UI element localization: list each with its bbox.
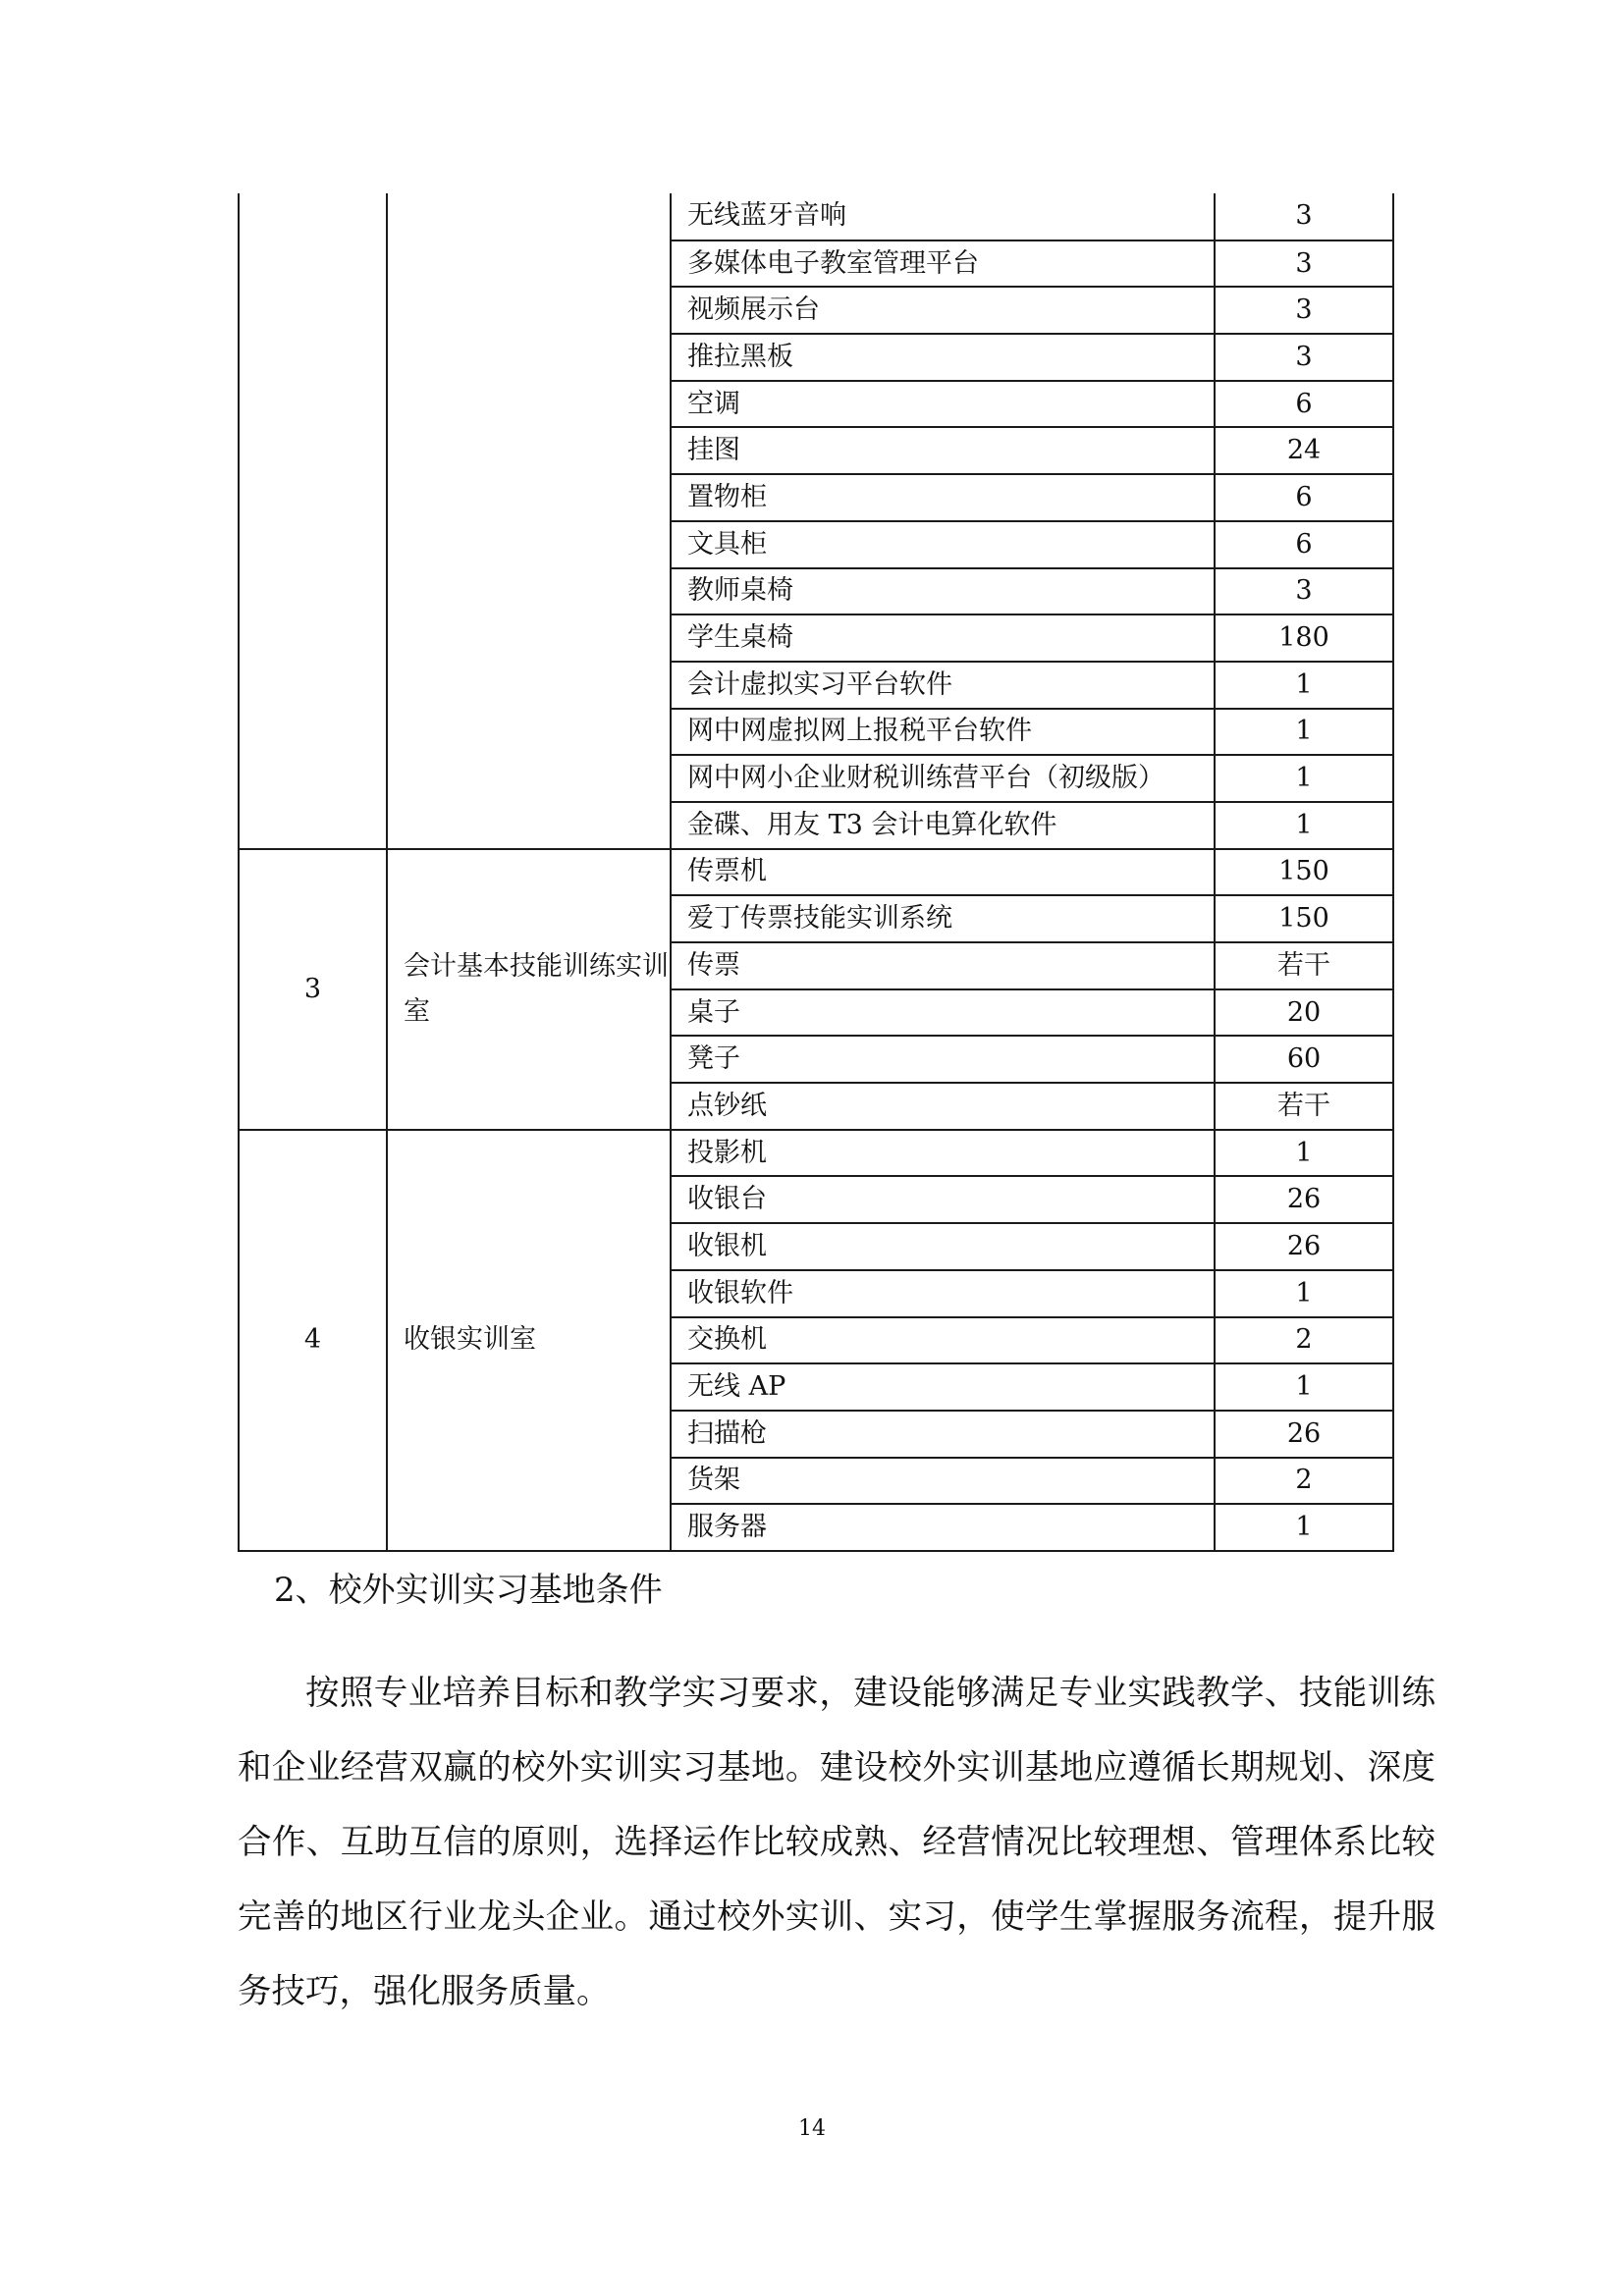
quantity-cell: 26: [1215, 1411, 1393, 1458]
item-cell: 学生桌椅: [671, 614, 1215, 662]
quantity-cell: 6: [1215, 521, 1393, 568]
quantity-cell: 1: [1215, 1363, 1393, 1411]
group-number-cell: 3: [239, 849, 387, 1130]
body-paragraph: 按照专业培养目标和教学实习要求，建设能够满足专业实践教学、技能训练和企业经营双赢的校外实训实习基地。建设校外实训基地应遵循长期规划、深度合作、互助互信的原则，选择运作比较成熟、经营情况比较理想、管理体系比较完善的地区行业龙头企业。通过校外实训、实习，使学生掌握服务流程，提升服务技巧，强化服务质量。: [238, 1674, 1435, 2011]
quantity-cell: 180: [1215, 614, 1393, 662]
item-cell: 会计虚拟实习平台软件: [671, 662, 1215, 709]
item-cell: 挂图: [671, 427, 1215, 474]
item-cell: 传票: [671, 942, 1215, 989]
item-cell: 爱丁传票技能实训系统: [671, 895, 1215, 942]
quantity-cell: 1: [1215, 662, 1393, 709]
quantity-cell: 1: [1215, 1270, 1393, 1317]
item-cell: 传票机: [671, 849, 1215, 896]
table-row: [239, 849, 1393, 896]
quantity-cell: 3: [1215, 287, 1393, 334]
item-cell: 推拉黑板: [671, 334, 1215, 381]
equipment-table: [238, 193, 1394, 1552]
item-cell: 收银机: [671, 1223, 1215, 1270]
item-cell: 无线 AP: [671, 1363, 1215, 1411]
room-name-cell: 会计基本技能训练实训室: [387, 849, 671, 1130]
quantity-cell: 3: [1215, 193, 1393, 240]
item-cell: 交换机: [671, 1317, 1215, 1364]
quantity-cell: 1: [1215, 709, 1393, 756]
quantity-cell: 1: [1215, 755, 1393, 802]
item-cell: 网中网小企业财税训练营平台（初级版）: [671, 755, 1215, 802]
quantity-cell: 2: [1215, 1458, 1393, 1505]
item-cell: 无线蓝牙音响: [671, 193, 1215, 240]
quantity-cell: 24: [1215, 427, 1393, 474]
quantity-cell: 150: [1215, 895, 1393, 942]
item-cell: 凳子: [671, 1036, 1215, 1083]
item-cell: 置物柜: [671, 474, 1215, 521]
item-cell: 金碟、用友 T3 会计电算化软件: [671, 802, 1215, 849]
quantity-cell: 26: [1215, 1176, 1393, 1223]
quantity-cell: 26: [1215, 1223, 1393, 1270]
quantity-cell: 3: [1215, 568, 1393, 615]
quantity-cell: 若干: [1215, 1083, 1393, 1130]
quantity-cell: 6: [1215, 381, 1393, 428]
quantity-cell: 若干: [1215, 942, 1393, 989]
quantity-cell: 20: [1215, 989, 1393, 1037]
item-cell: 投影机: [671, 1130, 1215, 1177]
item-cell: 多媒体电子教室管理平台: [671, 240, 1215, 288]
room-name-cell: 收银实训室: [387, 1130, 671, 1551]
item-cell: 收银台: [671, 1176, 1215, 1223]
item-cell: 视频展示台: [671, 287, 1215, 334]
quantity-cell: 3: [1215, 334, 1393, 381]
equipment-table-body: [239, 193, 1393, 1551]
quantity-cell: 1: [1215, 1130, 1393, 1177]
item-cell: 服务器: [671, 1504, 1215, 1551]
quantity-cell: 150: [1215, 849, 1393, 896]
table-row: [239, 193, 1393, 240]
continued-room-cell: [387, 193, 671, 849]
item-cell: 网中网虚拟网上报税平台软件: [671, 709, 1215, 756]
item-cell: 点钞纸: [671, 1083, 1215, 1130]
section-heading: 2、校外实训实习基地条件: [274, 1571, 663, 1610]
item-cell: 教师桌椅: [671, 568, 1215, 615]
item-cell: 桌子: [671, 989, 1215, 1037]
continued-no-cell: [239, 193, 387, 849]
item-cell: 扫描枪: [671, 1411, 1215, 1458]
quantity-cell: 2: [1215, 1317, 1393, 1364]
item-cell: 文具柜: [671, 521, 1215, 568]
page-number: 14: [798, 2116, 826, 2141]
group-number-cell: 4: [239, 1130, 387, 1551]
item-cell: 空调: [671, 381, 1215, 428]
table-row: [239, 1130, 1393, 1177]
item-cell: 收银软件: [671, 1270, 1215, 1317]
quantity-cell: 3: [1215, 240, 1393, 288]
quantity-cell: 60: [1215, 1036, 1393, 1083]
quantity-cell: 1: [1215, 802, 1393, 849]
quantity-cell: 6: [1215, 474, 1393, 521]
item-cell: 货架: [671, 1458, 1215, 1505]
quantity-cell: 1: [1215, 1504, 1393, 1551]
